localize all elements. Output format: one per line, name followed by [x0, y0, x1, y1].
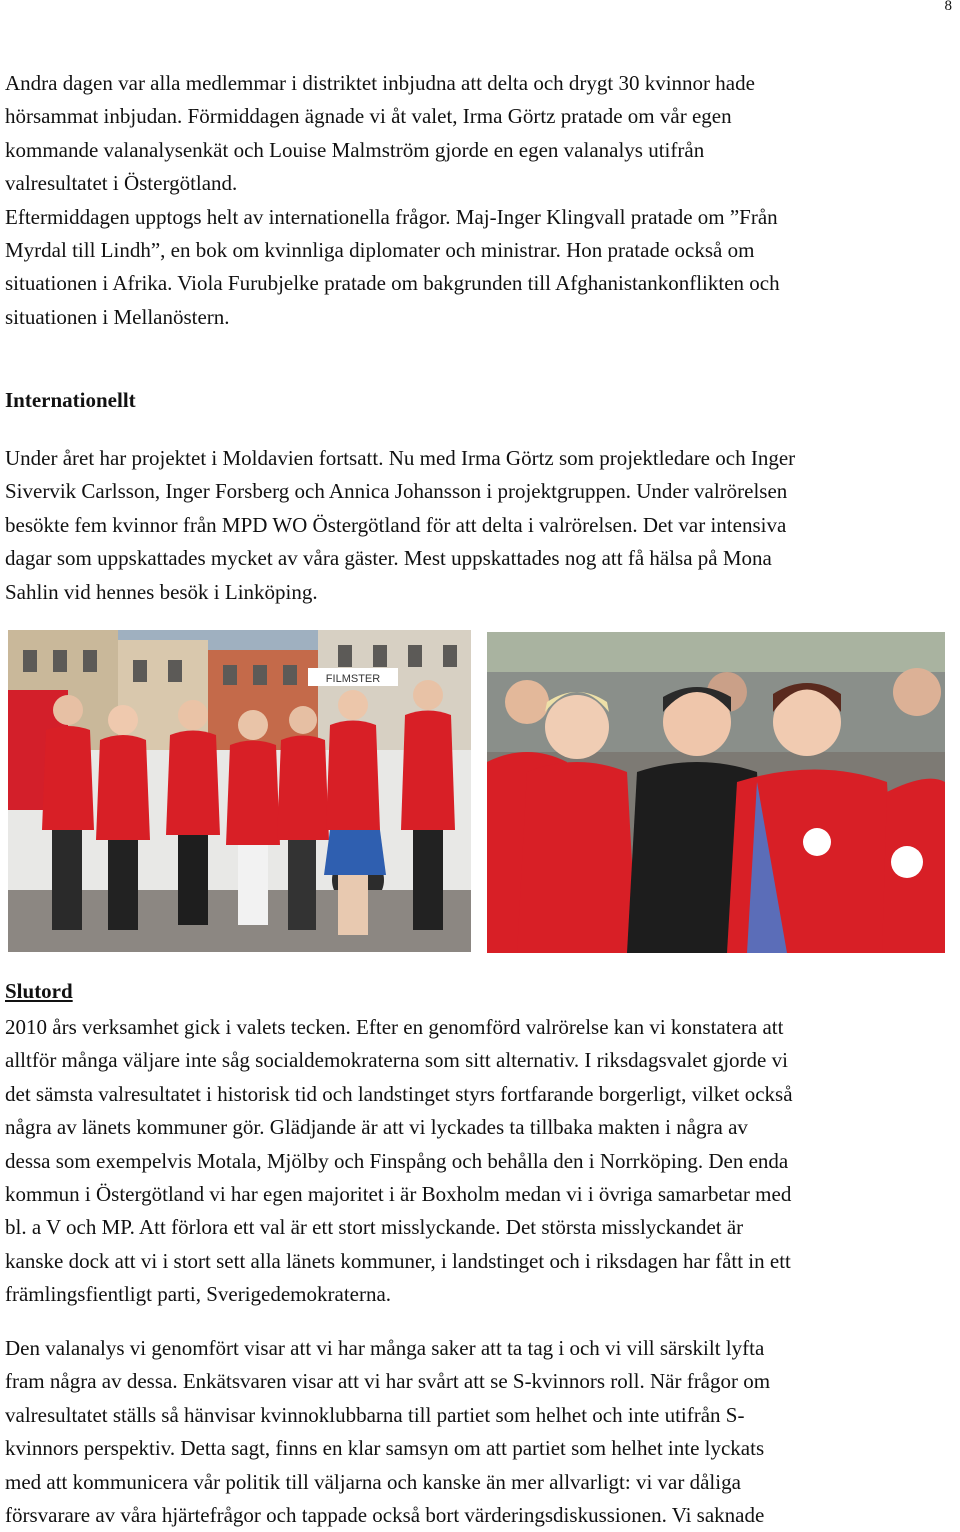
text-line: valresultatet ställs så hänvisar kvinnoklubbarna till partiet som helhet och inte utifrån S- — [5, 1402, 745, 1427]
text-line: kvinnors perspektiv. Detta sagt, finns en klar samsyn om att partiet som helhet inte lyckats — [5, 1436, 765, 1461]
international-paragraph — [5, 442, 957, 609]
text-line: 2010 års verksamhet gick i valets tecken. Efter en genomförd valrörelse kan vi konstatera att — [5, 1015, 784, 1039]
text-line: Under året har projektet i Moldavien fortsatt. Nu med Irma Görtz som projektledare och Inger — [5, 446, 796, 470]
photo-group-outdoors — [8, 630, 471, 952]
text-line: främlingsfientligt parti, Sverigedemokraterna. — [5, 1282, 392, 1307]
text-line: Sahlin vid hennes besök i Linköping. — [5, 579, 318, 604]
text-line: Myrdal till Lindh”, en bok om kvinnliga diplomater och ministrar. Hon pratade också om — [5, 238, 755, 263]
text-line: Den valanalys vi genomfört visar att vi har många saker att ta tag i och vi vill särskilt lyfta — [5, 1336, 765, 1360]
page-number: 8 — [944, 0, 952, 14]
text-line: hörsammat inbjudan. Förmiddagen ägnade vi åt valet, Irma Görtz pratade om vår egen — [5, 104, 732, 129]
text-line: alltför många väljare inte såg socialdemokraterna som sitt alternativ. I riksdagsvalet gjorde vi — [5, 1048, 788, 1073]
text-line: försvarare av våra hjärtefrågor och tappade också bort värderingsdiskussionen. Vi saknade — [5, 1503, 765, 1528]
slutord-paragraph — [5, 1011, 957, 1312]
group-photo-icon — [487, 632, 945, 953]
text-line: situationen i Afrika. Viola Furubjelke pratade om bakgrunden till Afghanistankonflikten och — [5, 271, 780, 296]
valanalys-paragraph — [5, 1332, 957, 1532]
text-line: Andra dagen var alla medlemmar i distriktet inbjudna att delta och drygt 30 kvinnor hade — [5, 71, 755, 95]
text-line: Eftermiddagen upptogs helt av internationella frågor. Maj-Inger Klingvall pratade om ”Från — [5, 204, 778, 229]
text-line: kommun i Östergötland vi har egen majoritet i är Boxholm medan vi i övriga samarbetar med — [5, 1182, 792, 1207]
group-photo-icon — [8, 630, 471, 952]
text-line: dessa som exempelvis Motala, Mjölby och Finspång och behålla den i Norrköping. Den enda — [5, 1148, 789, 1173]
text-line: situationen i Mellanöstern. — [5, 304, 230, 329]
text-line: kommande valanalysenkät och Louise Malmström gjorde en egen valanalys utifrån — [5, 137, 705, 162]
text-line: dagar som uppskattades mycket av våra gäster. Mest uppskattades nog att få hälsa på Mona — [5, 546, 772, 571]
section-heading-slutord: Slutord — [5, 979, 73, 1003]
text-line: valresultatet i Östergötland. — [5, 171, 238, 196]
text-line: besökte fem kvinnor från MPD WO Östergötland för att delta i valrörelsen. Det var intensiva — [5, 512, 787, 537]
text-line: med att kommunicera vår politik till väljarna och kanske än mer allvarligt: vi var dåliga — [5, 1469, 741, 1494]
text-line: det sämsta valresultatet i historisk tid och landstinget styrs fortfarande borgerligt, vilket också — [5, 1081, 793, 1106]
text-line: kanske dock att vi i stort sett alla länets kommuner, i landstinget och i riksdagen har fått in ett — [5, 1248, 791, 1273]
text-line: bl. a V och MP. Att förlora ett val är ett stort misslyckande. Det största misslyckandet är — [5, 1215, 744, 1240]
text-line: Sivervik Carlsson, Inger Forsberg och Annica Johansson i projektgruppen. Under valrörelsen — [5, 479, 788, 504]
section-heading-internationellt: Internationellt — [5, 388, 136, 412]
text-line: fram några av dessa. Enkätsvaren visar att vi har svårt att se S-kvinnors roll. När frågor om — [5, 1369, 771, 1394]
intro-paragraph — [5, 67, 957, 334]
photo-group-mona-sahlin — [487, 632, 945, 953]
text-line: några av länets kommuner gör. Glädjande är att vi lyckades ta tillbaka makten i några av — [5, 1115, 748, 1140]
sign-text: FILMSTER — [325, 673, 381, 685]
